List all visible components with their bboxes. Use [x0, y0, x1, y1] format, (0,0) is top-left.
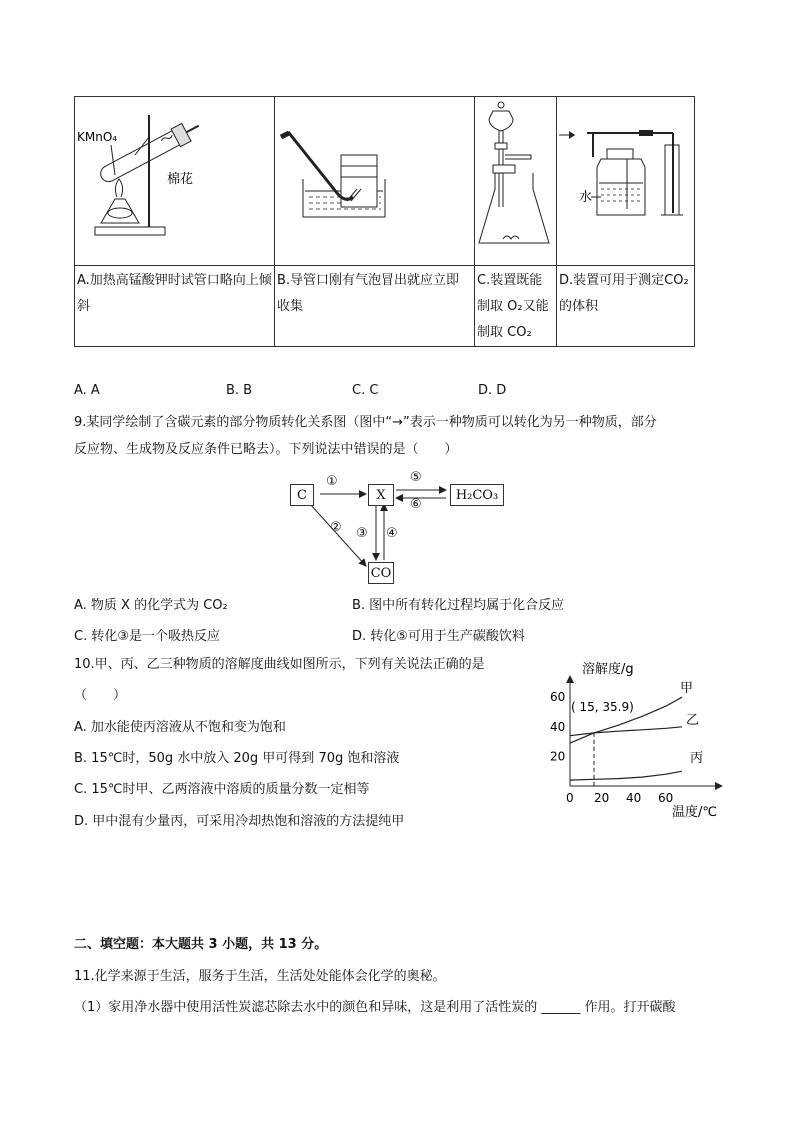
kmno4-label: KMnO₄: [77, 130, 118, 144]
y-tick-label: 20: [550, 749, 566, 764]
section-2-heading: 二、填空题：本大题共 3 小题，共 13 分。: [74, 937, 328, 952]
label-arrow-2: ②: [330, 520, 342, 535]
node-h2co3: H₂CO₃: [450, 484, 504, 506]
q10-stem-line1: 10.甲、丙、乙三种物质的溶解度曲线如图所示，下列有关说法正确的是: [74, 657, 485, 672]
kmno4-heating-apparatus-diagram: [75, 97, 273, 255]
apparatus-table: [74, 96, 695, 347]
y-tick-label: 60: [550, 690, 566, 705]
q8-option-b[interactable]: B. B: [226, 383, 253, 398]
q8-option-d[interactable]: D. D: [478, 383, 507, 398]
q8-option-c[interactable]: C. C: [352, 383, 379, 398]
flask-funnel-apparatus-diagram: [475, 97, 555, 255]
q9-stem-line2: 反应物、生成物及反应条件已略去）。下列说法中错误的是（ ）: [74, 442, 458, 457]
q9-option-a[interactable]: A. 物质 X 的化学式为 CO₂: [74, 598, 228, 613]
q10-option-d[interactable]: D. 甲中混有少量丙，可采用冷却热饱和溶液的方法提纯甲: [74, 814, 405, 829]
y-tick-label: 40: [550, 719, 566, 734]
apparatus-d-cell: [557, 97, 695, 266]
q9-option-d[interactable]: D. 转化⑤可用于生产碳酸饮料: [352, 629, 525, 644]
label-arrow-5: ⑤: [410, 470, 422, 485]
node-co: CO: [368, 562, 394, 584]
apparatus-c-cell: [475, 97, 557, 266]
gas-volume-measure-apparatus-diagram: [557, 97, 693, 255]
water-label: 水: [579, 190, 593, 205]
option-b-cell: B.导管口刚有气泡冒出就应立即收集: [275, 266, 475, 347]
q8-option-a[interactable]: A. A: [74, 383, 100, 398]
option-d-cell: D.装置可用于测定CO₂的体积: [557, 266, 695, 347]
y-axis-label: 溶解度/g: [582, 662, 634, 677]
q9-option-b[interactable]: B. 图中所有转化过程均属于化合反应: [352, 598, 565, 613]
q10-stem-line2: （ ）: [74, 688, 127, 703]
series-line-1: [570, 727, 682, 736]
node-c: C: [290, 484, 314, 506]
series-label-bing: 丙: [690, 751, 704, 766]
intersection-annotation: ( 15, 35.9): [571, 700, 634, 714]
x-tick-label: 60: [658, 791, 674, 805]
q9-stem-line1: 9.某同学绘制了含碳元素的部分物质转化关系图（图中“→”表示一种物质可以转化为另一种物质，部分: [74, 415, 657, 430]
q11-part1: （1）家用净水器中使用活性炭滤芯除去水中的颜色和异味，这是利用了活性炭的 ______ 作用。打开碳酸: [74, 1000, 676, 1015]
q9-option-c[interactable]: C. 转化③是一个吸热反应: [74, 629, 220, 644]
node-x: X: [368, 484, 394, 506]
label-arrow-6: ⑥: [410, 497, 422, 512]
gas-collection-apparatus-diagram: [275, 97, 473, 255]
cotton-label: 棉花: [167, 172, 194, 187]
series-line-2: [570, 771, 682, 780]
q11-stem: 11.化学来源于生活，服务于生活，生活处处能体会化学的奥秘。: [74, 969, 446, 984]
q10-option-b[interactable]: B. 15℃时，50g 水中放入 20g 甲可得到 70g 饱和溶液: [74, 751, 400, 766]
label-arrow-4: ④: [386, 526, 398, 541]
q10-option-c[interactable]: C. 15℃时甲、乙两溶液中溶质的质量分数一定相等: [74, 782, 370, 797]
option-c-cell: C.装置既能制取 O₂又能制取 CO₂: [475, 266, 557, 347]
apparatus-a-cell: [75, 97, 275, 266]
x-tick-label: 20: [594, 791, 610, 805]
solubility-chart: [540, 650, 740, 822]
x-axis-label: 温度/℃: [672, 805, 717, 820]
label-arrow-1: ①: [326, 474, 338, 489]
q10-option-a[interactable]: A. 加水能使丙溶液从不饱和变为饱和: [74, 720, 286, 735]
x-tick-label: 0: [566, 791, 574, 805]
x-tick-label: 40: [626, 791, 642, 805]
series-label-yi: 乙: [686, 713, 700, 728]
apparatus-b-cell: [275, 97, 475, 266]
series-label-jia: 甲: [680, 681, 694, 696]
label-arrow-3: ③: [356, 526, 368, 541]
option-a-cell: A.加热高锰酸钾时试管口略向上倾斜: [75, 266, 275, 347]
